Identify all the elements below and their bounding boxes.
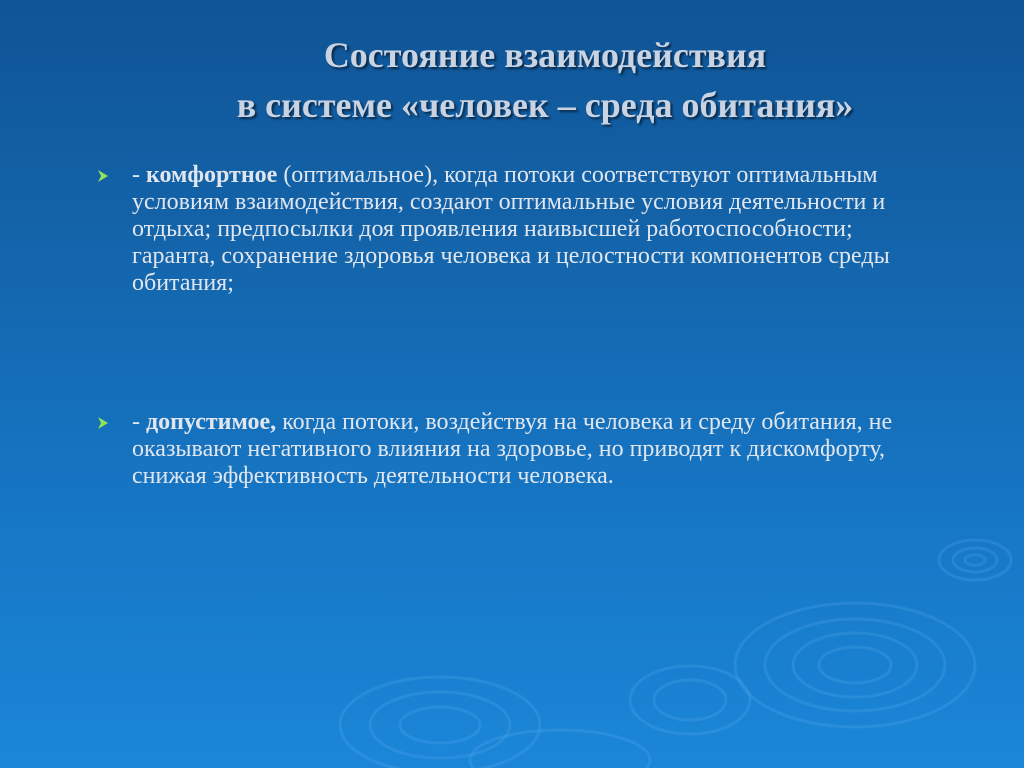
bullet-body: (оптимальное), когда потоки соответствуют оптимальным условиям взаимодействия, создают оптимальные условия деятельности и отдыха; предпосылки доя проявления наивысшей работоспособности; гаранта, сохранение здоровья человека и целостности компонентов среды обитания; <box>132 162 890 296</box>
bullet-term: комфортное <box>146 162 278 188</box>
bullet-text <box>132 409 916 490</box>
bullet-term: допустимое, <box>146 409 277 435</box>
bullet-text <box>132 162 916 297</box>
bullet-comfortable <box>96 162 916 297</box>
arrowhead-bullet-icon <box>96 416 110 430</box>
slide-title-line-2: в системе «человек – среда обитания» <box>236 85 854 125</box>
bullet-prefix: - <box>132 409 146 435</box>
bullet-acceptable <box>96 409 916 490</box>
slide-title-line-1: Состояние взаимодействия <box>323 35 767 75</box>
slide-title <box>140 30 950 130</box>
arrowhead-bullet-icon <box>96 169 110 183</box>
bullet-prefix: - <box>132 162 146 188</box>
bullet-body: когда потоки, воздействуя на человека и среду обитания, не оказывают негативного влияния на здоровье, но приводят к дискомфорту, снижая эффективность деятельности человека. <box>132 409 893 489</box>
